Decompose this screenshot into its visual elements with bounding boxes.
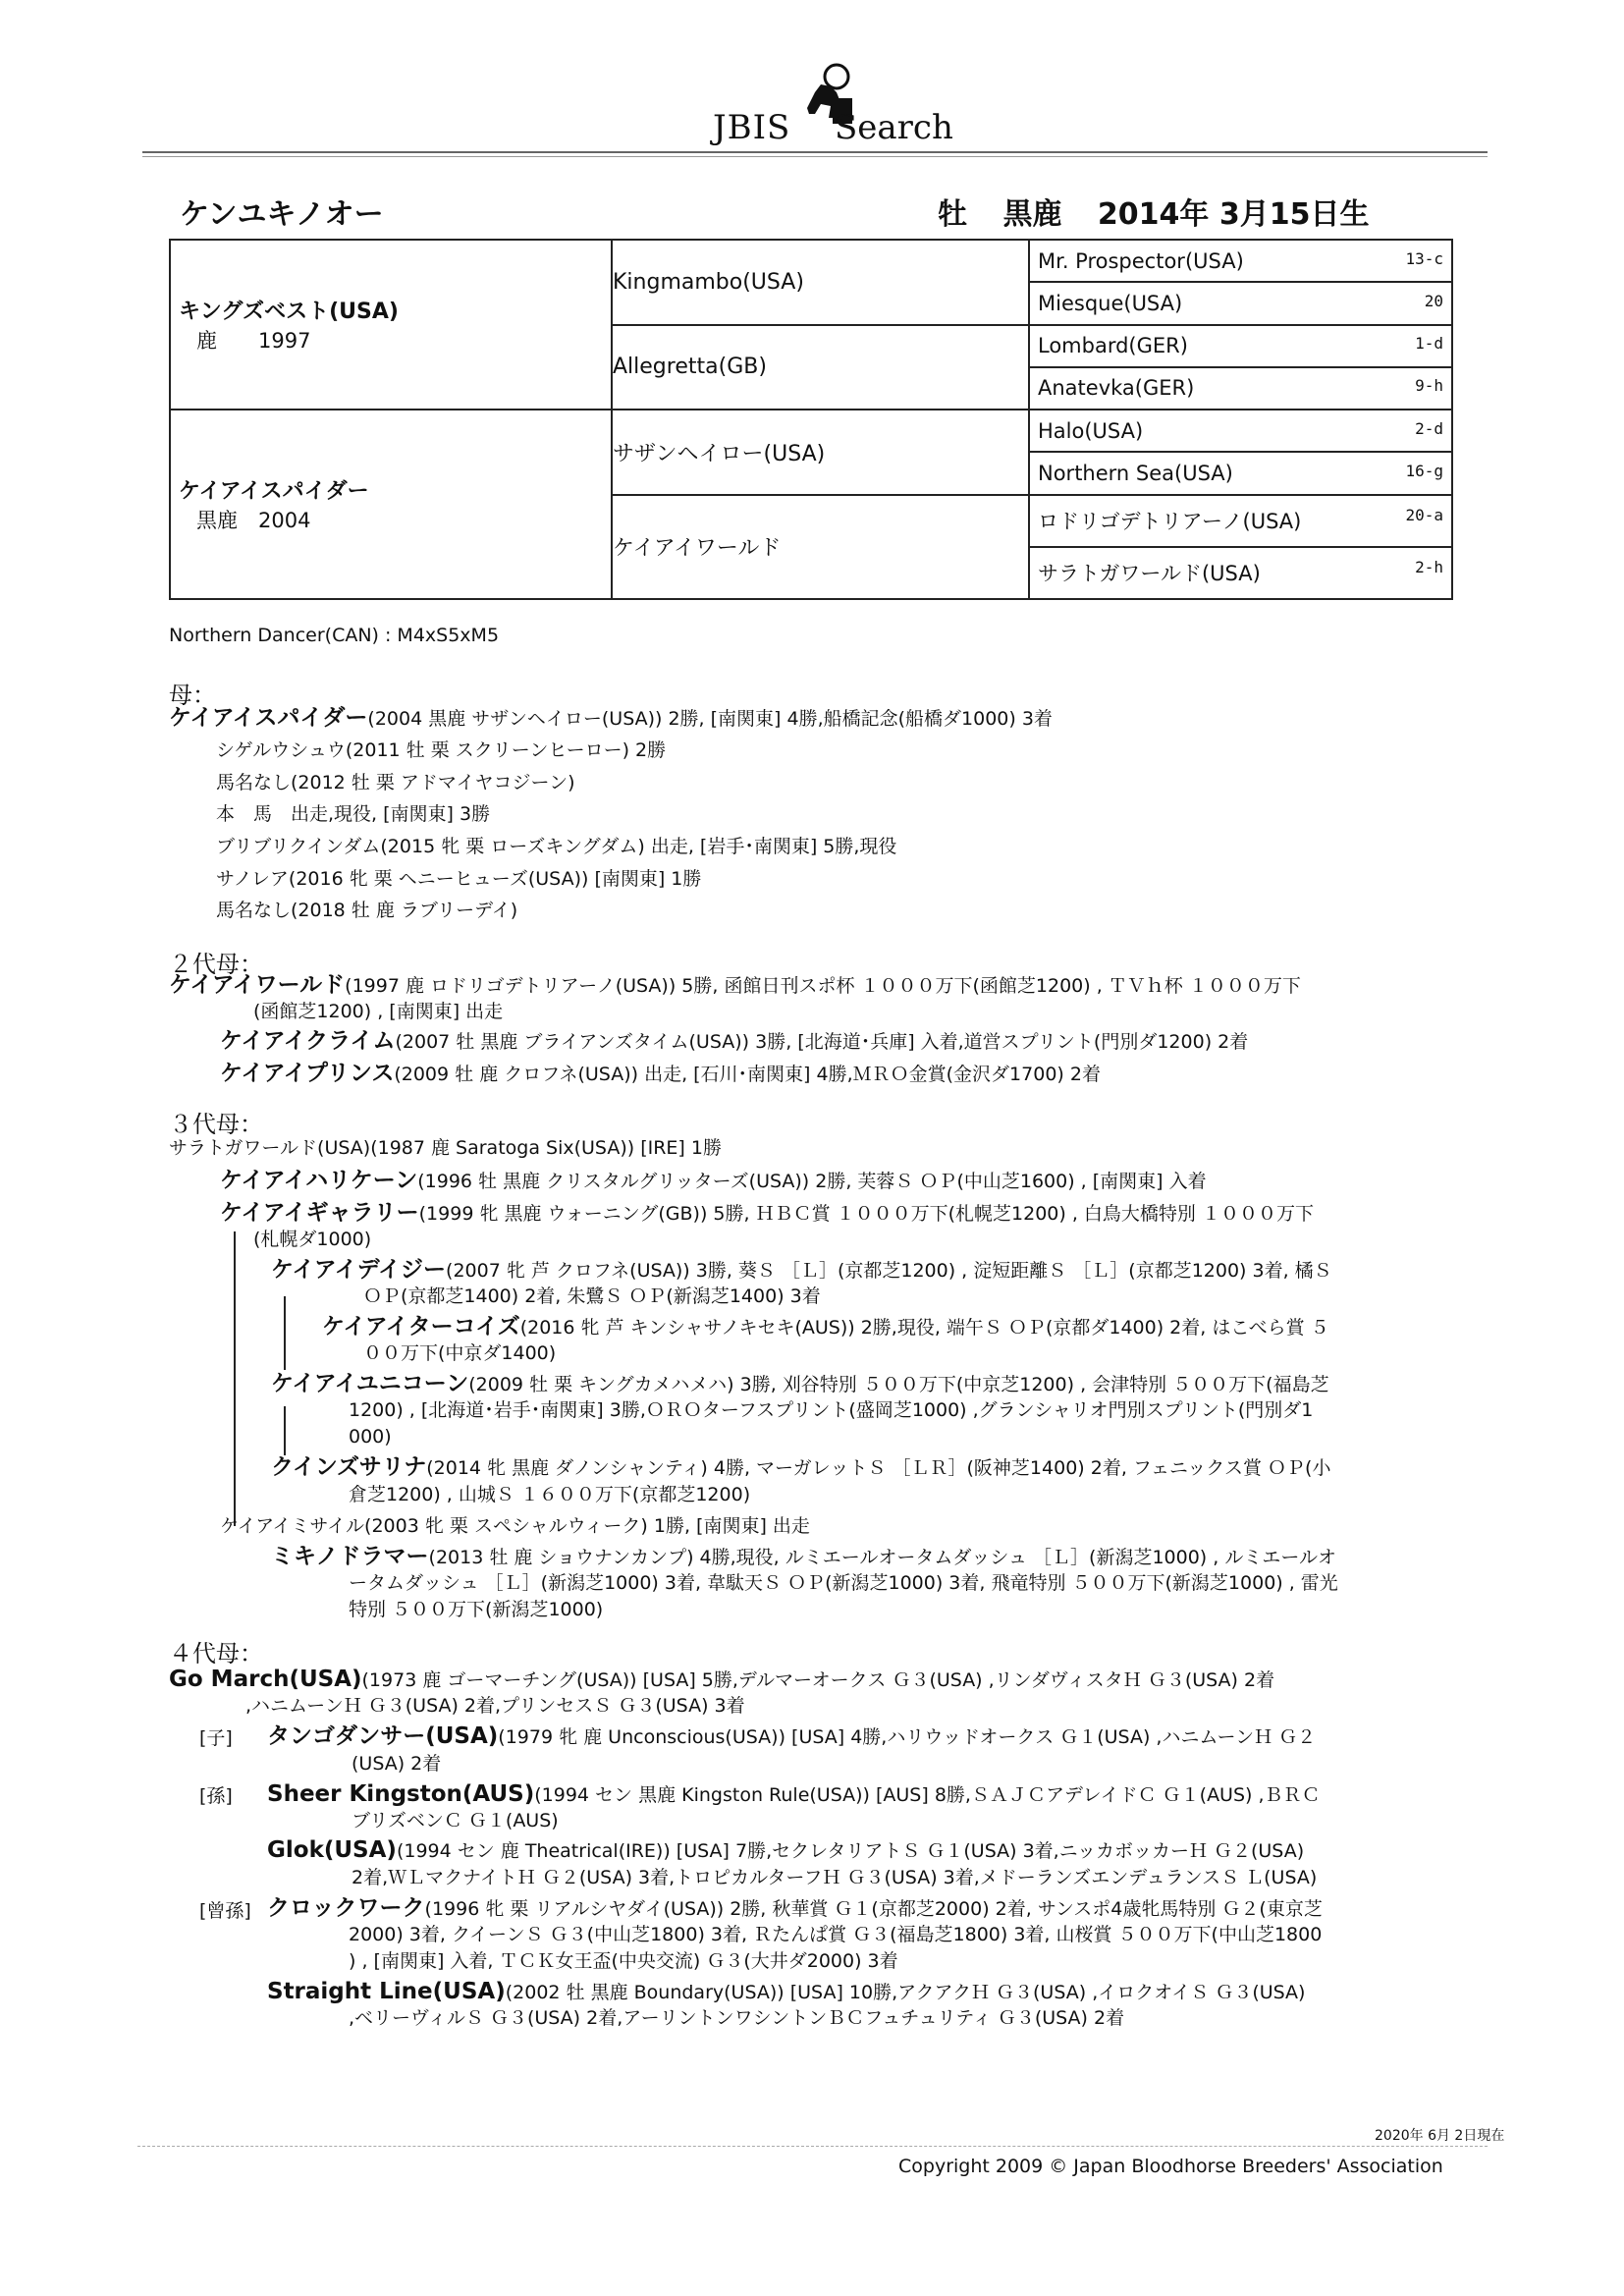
horse-link-name: Sheer Kingston(AUS): [267, 1781, 535, 1807]
record-line: [216, 738, 666, 763]
ancestor-cell: ロドリゴデトリアーノ(USA) 20-a: [1029, 495, 1452, 547]
horse-link-name: ケイアイハリケーン: [220, 1168, 418, 1193]
section-dam2: ２代母：: [169, 951, 263, 978]
record-line: [363, 1340, 556, 1366]
record-line: [169, 1135, 722, 1161]
horse-link-name: Go March(USA): [169, 1667, 362, 1692]
record-line: [220, 1061, 1101, 1087]
record-line: [216, 770, 575, 795]
horse-sex: 牡: [938, 197, 967, 232]
record-text: (USA) 2着: [352, 1753, 442, 1775]
record-line: [352, 1751, 441, 1777]
record-text: (2002 牡 黒鹿 Boundary(USA)) [USA] 10勝,アクアクＨ Ｇ３(USA) ,イロクオイＳ Ｇ３(USA): [505, 1982, 1306, 2003]
record-text: (2007 牝 芦 クロフネ(USA)) 3勝, 葵Ｓ ［Ｌ］(京都芝1200) , 淀短距離Ｓ ［Ｌ］(京都芝1200) 3着, 橘Ｓ: [446, 1260, 1332, 1282]
relation-label: [子]: [199, 1727, 233, 1749]
record-text: ブリブリクインダム(2015 牝 栗 ローズキングダム) 出走, [岩手･南関東] 5勝,現役: [216, 836, 897, 857]
section-dam4: ４代母：: [169, 1640, 263, 1667]
record-text: (1979 牝 鹿 Unconscious(USA)) [USA] 4勝,ハリウッドオークス Ｇ１(USA) ,ハニムーンＨ Ｇ２: [498, 1726, 1317, 1748]
record-line: [271, 1257, 1332, 1284]
record-text: シゲルウシュウ(2011 牡 栗 スクリーンヒーロー) 2勝: [216, 739, 667, 761]
record-text: 馬名なし(2018 牡 鹿 ラブリーデイ): [216, 900, 518, 921]
copyright: Copyright 2009 © Japan Bloodhorse Breeders' Association: [898, 2156, 1443, 2177]
ancestor-cell: Lombard(GER) 1-d: [1029, 325, 1452, 367]
horse-link-name: Glok(USA): [267, 1837, 397, 1863]
record-text: (札幌ダ1000): [253, 1229, 372, 1250]
sire-details: 鹿 1997: [196, 329, 311, 353]
relation-label: [曾孫]: [199, 1900, 251, 1922]
header-rule: [142, 151, 1488, 153]
record-text: (2016 牝 芦 キンシャサノキセキ(AUS)) 2勝,現役, 端午Ｓ ＯＰ(京都ダ1400) 2着, はこべら賞 ５: [519, 1317, 1329, 1339]
section-dam3: ３代母：: [169, 1111, 263, 1138]
tree-line: [284, 1296, 286, 1370]
horse-link-name: ケイアイギャラリー: [220, 1200, 419, 1226]
dam-details: 黒鹿 2004: [196, 509, 311, 532]
record-line: [216, 898, 517, 923]
record-text: 1200) , [北海道･岩手･南関東] 3勝,ＯＲＯターフスプリント(盛岡芝1000) ,グランシャリオ門別スプリント(門別ダ1: [349, 1399, 1314, 1421]
sire-cell: [170, 240, 612, 410]
record-line: [220, 1028, 1248, 1055]
record-line: [267, 1979, 1305, 2005]
record-line: [352, 1865, 1317, 1890]
record-line: [216, 866, 701, 892]
record-line: [169, 705, 1053, 732]
dam-name: ケイアイスパイダー: [179, 479, 369, 504]
record-line: [253, 1227, 371, 1252]
record-line: [169, 972, 1301, 999]
sire-name: キングズベスト(USA): [179, 300, 399, 324]
record-line: [349, 1397, 1313, 1423]
ancestor-cell: Northern Sea(USA) 16-g: [1029, 452, 1452, 494]
dam-dam: ケイアイワールド: [612, 495, 1029, 600]
record-line: [220, 1168, 1207, 1194]
horse-birth: 2014年 3月15日生: [1097, 197, 1370, 232]
record-line: [169, 1667, 1274, 1693]
record-text: 000): [349, 1426, 392, 1448]
header-rule-thin: [142, 156, 1488, 157]
ancestor-cell: Halo(USA) 2-d: [1029, 410, 1452, 452]
record-text: ＯＰ(京都芝1400) 2着, 朱鷺Ｓ ＯＰ(新潟芝1400) 3着: [363, 1285, 821, 1307]
horse-link-name: Straight Line(USA): [267, 1979, 506, 2004]
record-text: (1994 セン 鹿 Theatrical(IRE)) [USA] 7勝,セクレタリアトＳ Ｇ１(USA) 3着,ニッカボッカーＨ Ｇ２(USA): [396, 1840, 1305, 1862]
record-text: ケイアイミサイル(2003 牝 栗 スペシャルウィーク) 1勝, [南関東] 出走: [220, 1515, 810, 1537]
record-line: [216, 801, 490, 827]
ancestor-cell: Miesque(USA) 20: [1029, 282, 1452, 324]
record-text: 本 馬 出走,現役, [南関東] 3勝: [216, 803, 491, 825]
record-text: サノレア(2016 牝 栗 ヘニーヒューズ(USA)) [南関東] 1勝: [216, 868, 702, 890]
section-dam: 母：: [169, 682, 216, 709]
record-line: [349, 1922, 1322, 1947]
record-text: (2004 黒鹿 サザンヘイロー(USA)) 2勝, [南関東] 4勝,船橋記念(船橋ダ1000) 3着: [367, 708, 1053, 730]
record-line: [352, 1808, 559, 1833]
record-text: 2着,ＷＬマクナイトＨ Ｇ２(USA) 3着,トロピカルターフＨ Ｇ３(USA) 3着,メドーランズエンデュランスＳ Ｌ(USA): [352, 1867, 1318, 1888]
record-line: [349, 1597, 603, 1622]
record-text: (1999 牝 黒鹿 ウォーニング(GB)) 5勝, ＨＢＣ賞 １０００万下(札幌芝1200) , 白鳥大橋特別 １０００万下: [418, 1203, 1314, 1225]
record-text: ) , [南関東] 入着, ＴＣＫ女王盃(中央交流) Ｇ３(大井ダ2000) 3着: [349, 1950, 898, 1972]
tree-line: [284, 1406, 286, 1455]
record-text: (2009 牡 鹿 クロフネ(USA)) 出走, [石川･南関東] 4勝,ＭＲＯ金賞(金沢ダ1700) 2着: [394, 1064, 1101, 1085]
tree-line: [234, 1231, 236, 1526]
record-line: [349, 1482, 750, 1507]
record-text: (2014 牝 黒鹿 ダノンシャンティ) 4勝, マーガレットＳ ［ＬＲ］(阪神芝1400) 2着, フェニックス賞 ＯＰ(小: [426, 1457, 1331, 1479]
record-text: (函館芝1200) , [南関東] 出走: [253, 1001, 504, 1022]
footer-rule: [137, 2146, 1488, 2147]
record-line: [322, 1314, 1329, 1340]
record-line: [349, 1424, 392, 1449]
record-line: [253, 999, 503, 1024]
horse-link-name: ケイアイクライム: [220, 1028, 396, 1054]
record-text: (2007 牡 黒鹿 ブライアンズタイム(USA)) 3勝, [北海道･兵庫] 入着,道営スプリント(門別ダ1200) 2着: [395, 1031, 1249, 1053]
horse-link-name: ケイアイユニコーン: [271, 1371, 469, 1396]
record-line: [220, 1513, 810, 1539]
record-text: ００万下(中京ダ1400): [363, 1342, 557, 1364]
record-line: [267, 1723, 1316, 1750]
record-text: 倉芝1200) , 山城Ｓ １６００万下(京都芝1200): [349, 1484, 751, 1505]
jbis-logo: [707, 98, 953, 149]
record-text: サラトガワールド(USA)(1987 鹿 Saratoga Six(USA)) [IRE] 1勝: [169, 1137, 722, 1159]
record-text: (2013 牡 鹿 ショウナンカンプ) 4勝,現役, ルミエールオータムダッシュ ［Ｌ］(新潟芝1000) , ルミエールオ: [428, 1547, 1336, 1568]
logo-text-search: Search: [835, 108, 953, 147]
record-text: 馬名なし(2012 牡 栗 アドマイヤコジーン): [216, 772, 575, 793]
dam-cell: [170, 410, 612, 599]
record-text: ブリズベンＣ Ｇ１(AUS): [352, 1810, 559, 1831]
sire-dam: Allegretta(GB): [612, 325, 1029, 410]
record-line: [349, 2005, 1124, 2031]
relation-label: [孫]: [199, 1785, 233, 1807]
ancestor-cell: サラトガワールド(USA) 2-h: [1029, 547, 1452, 599]
record-text: 2000) 3着, クイーンＳ Ｇ３(中山芝1800) 3着, Ｒたんぱ賞 Ｇ３(福島芝1800) 3着, 山桜賞 ５００万下(中山芝1800: [349, 1924, 1323, 1945]
record-line: [267, 1837, 1304, 1864]
record-text: (2009 牡 栗 キングカメハメハ) 3勝, 刈谷特別 ５００万下(中京芝1200) , 会津特別 ５００万下(福島芝: [468, 1374, 1329, 1395]
horse-link-name: ケイアイターコイズ: [322, 1314, 520, 1339]
horse-info: [938, 190, 1394, 233]
record-text: ,ベリーヴィルＳ Ｇ３(USA) 2着,アーリントンワシントンＢＣフュチュリティ Ｇ３(USA) 2着: [349, 2007, 1125, 2029]
record-line: [271, 1454, 1330, 1481]
record-text: (1997 鹿 ロドリゴデトリアーノ(USA)) 5勝, 函館日刊スポ杯 １０００万下(函館芝1200) , ＴＶｈ杯 １０００万下: [345, 975, 1301, 997]
pedigree-table: [169, 239, 1453, 600]
record-line: [220, 1200, 1314, 1227]
horse-color: 黒鹿: [1002, 197, 1062, 232]
dam-sire: サザンヘイロー(USA): [612, 410, 1029, 495]
inbreeding-note: Northern Dancer(CAN) : M4xS5xM5: [169, 625, 500, 646]
ancestor-cell: Anatevka(GER) 9-h: [1029, 367, 1452, 410]
horse-link-name: ケイアイスパイダー: [169, 705, 368, 731]
record-line: [216, 834, 896, 859]
record-text: 特別 ５００万下(新潟芝1000): [349, 1599, 604, 1620]
horse-link-name: クロックワーク: [267, 1895, 425, 1921]
ancestor-cell: Mr. Prospector(USA) 13-c: [1029, 240, 1452, 282]
record-text: (1994 セン 黒鹿 Kingston Rule(USA)) [AUS] 8勝,ＳＡＪＣアデレイドＣ Ｇ１(AUS) ,ＢＲＣ: [534, 1784, 1321, 1806]
horse-link-name: ミキノドラマー: [271, 1544, 429, 1569]
record-line: [271, 1544, 1336, 1570]
record-text: (1996 牝 栗 リアルシヤダイ(USA)) 2勝, 秋華賞 Ｇ１(京都芝2000) 2着, サンスポ4歳牝馬特別 Ｇ２(東京芝: [424, 1898, 1323, 1920]
record-line: [267, 1781, 1321, 1808]
record-line: [267, 1895, 1323, 1922]
horse-link-name: タンゴダンサー(USA): [267, 1723, 499, 1749]
sire-sire: Kingmambo(USA): [612, 240, 1029, 325]
horse-link-name: ケイアイプリンス: [220, 1061, 395, 1086]
record-line: [349, 1948, 898, 1974]
horse-link-name: ケイアイデイジー: [271, 1257, 447, 1283]
horse-name: ケンユキノオー: [180, 197, 384, 232]
record-line: [271, 1371, 1329, 1397]
report-date: 2020年 6月 2日現在: [1375, 2128, 1505, 2144]
horse-link-name: クインズサリナ: [271, 1454, 427, 1480]
record-line: [349, 1570, 1338, 1596]
horse-link-name: ケイアイワールド: [169, 972, 346, 998]
record-line: [245, 1693, 745, 1719]
record-text: ータムダッシュ ［Ｌ］(新潟芝1000) 3着, 韋駄天Ｓ ＯＰ(新潟芝1000) 3着, 飛竜特別 ５００万下(新潟芝1000) , 雷光: [349, 1572, 1338, 1594]
logo-text-jbis: JBIS: [713, 108, 791, 147]
record-text: ,ハニムーンＨ Ｇ３(USA) 2着,プリンセスＳ Ｇ３(USA) 3着: [245, 1695, 745, 1717]
record-line: [363, 1284, 821, 1309]
record-text: (1973 鹿 ゴーマーチング(USA)) [USA] 5勝,デルマーオークス Ｇ３(USA) ,リンダヴィスタＨ Ｇ３(USA) 2着: [361, 1669, 1275, 1691]
record-text: (1996 牡 黒鹿 クリスタルグリッターズ(USA)) 2勝, 芙蓉Ｓ ＯＰ(中山芝1600) , [南関東] 入着: [417, 1171, 1207, 1192]
